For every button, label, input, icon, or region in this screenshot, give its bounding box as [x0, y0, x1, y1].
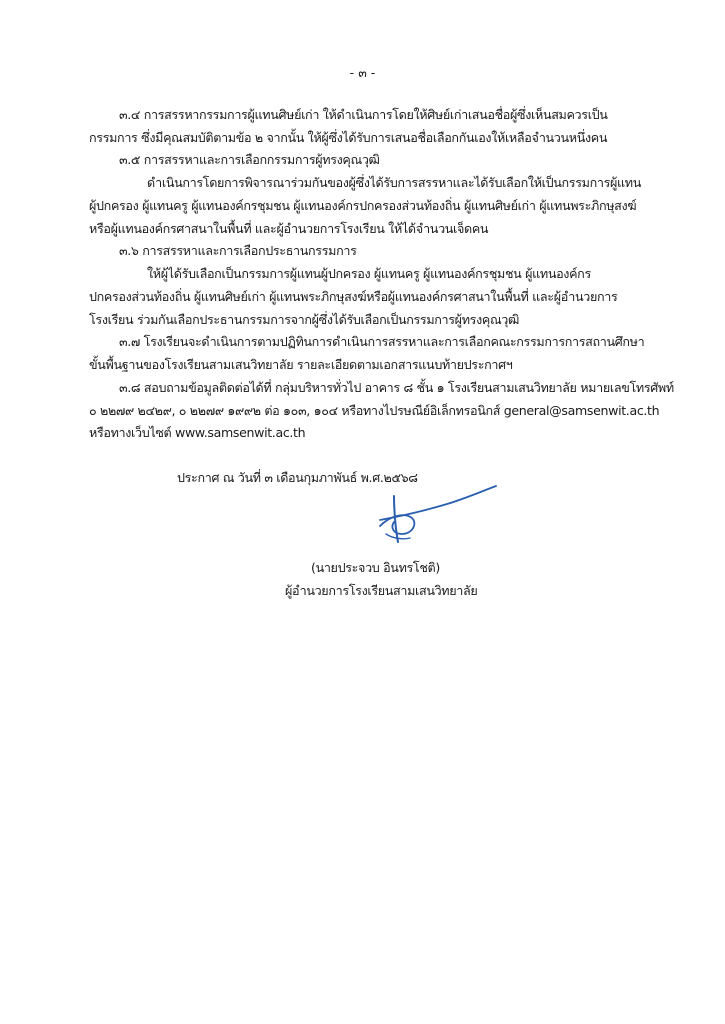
clause-3-4-line-2: กรรมการ ซึ่งมีคุณสมบัติตามข้อ ๒ จากนั้น ให้ผู้ซึ่งได้รับการเสนอชื่อเลือกกันเองให้เหลือจำนวนหนึ่งคน	[89, 130, 608, 145]
clause-3-6-line-1: ให้ผู้ได้รับเลือกเป็นกรรมการผู้แทนผู้ปกครอง ผู้แทนครู ผู้แทนองค์กรชุมชน ผู้แทนองค์กร	[147, 266, 591, 281]
clause-3-7-line-1: ๓.๗ โรงเรียนจะดำเนินการตามปฏิทินการดำเนินการสรรหาและการเลือกคณะกรรมการการสถานศึกษา	[119, 334, 645, 349]
clause-3-5-line-3: หรือผู้แทนองค์กรศาสนาในพื้นที่ และผู้อำนวยการโรงเรียน ให้ได้จำนวนเจ็ดคน	[89, 221, 489, 236]
clause-3-5-heading: ๓.๕ การสรรหาและการเลือกกรรมการผู้ทรงคุณวุฒิ	[119, 152, 380, 167]
clause-3-8-line-1: ๓.๘ สอบถามข้อมูลติดต่อได้ที่ กลุ่มบริหารทั่วไป อาคาร ๘ ชั้น ๑ โรงเรียนสามเสนวิทยาลัย หมายเลขโทรศัพท์	[119, 380, 674, 395]
clause-3-6-line-2: ปกครองส่วนท้องถิ่น ผู้แทนศิษย์เก่า ผู้แทนพระภิกษุสงฆ์หรือผู้แทนองค์กรศาสนาในพื้นที่ และผู้อำนวยการ	[89, 289, 618, 304]
clause-3-5-line-1: ดำเนินการโดยการพิจารณาร่วมกันของผู้ซึ่งได้รับการสรรหาและได้รับเลือกให้เป็นกรรมการผู้แทน	[147, 175, 641, 190]
clause-3-8-line-3: หรือทางเว็บไซต์ www.samsenwit.ac.th	[89, 425, 306, 440]
signer-name: (นายประจวบ อินทรโชติ)	[311, 560, 440, 575]
clause-3-4-line-1: ๓.๔ การสรรหากรรมการผู้แทนศิษย์เก่า ให้ดำเนินการโดยให้ศิษย์เก่าเสนอชื่อผู้ซึ่งเห็นสมควรเป็น	[119, 107, 608, 122]
signature-image	[372, 476, 502, 546]
signer-title: ผู้อำนวยการโรงเรียนสามเสนวิทยาลัย	[285, 583, 478, 598]
page-number: - ๓ -	[349, 65, 376, 80]
announcement-date: ประกาศ ณ วันที่ ๓ เดือนกุมภาพันธ์ พ.ศ.๒๕๖๘	[177, 470, 418, 485]
clause-3-6-line-3: โรงเรียน ร่วมกันเลือกประธานกรรมการจากผู้ซึ่งได้รับเลือกเป็นกรรมการผู้ทรงคุณวุฒิ	[89, 312, 520, 327]
clause-3-7-line-2: ขั้นพื้นฐานของโรงเรียนสามเสนวิทยาลัย รายละเอียดตามเอกสารแนบท้ายประกาศฯ	[89, 357, 513, 372]
clause-3-5-line-2: ผู้ปกครอง ผู้แทนครู ผู้แทนองค์กรชุมชน ผู้แทนองค์กรปกครองส่วนท้องถิ่น ผู้แทนศิษย์เก่า ผู้แทนพระภิกษุสงฆ์	[89, 198, 637, 213]
clause-3-8-line-2: ๐ ๒๒๗๙ ๒๔๒๙, ๐ ๒๒๗๙ ๑๙๙๒ ต่อ ๑๐๓, ๑๐๔ หรือทางไปรษณีย์อิเล็กทรอนิกส์ general@samsenwit.ac.th	[89, 403, 660, 418]
clause-3-6-heading: ๓.๖ การสรรหาและการเลือกประธานกรรมการ	[119, 243, 357, 258]
